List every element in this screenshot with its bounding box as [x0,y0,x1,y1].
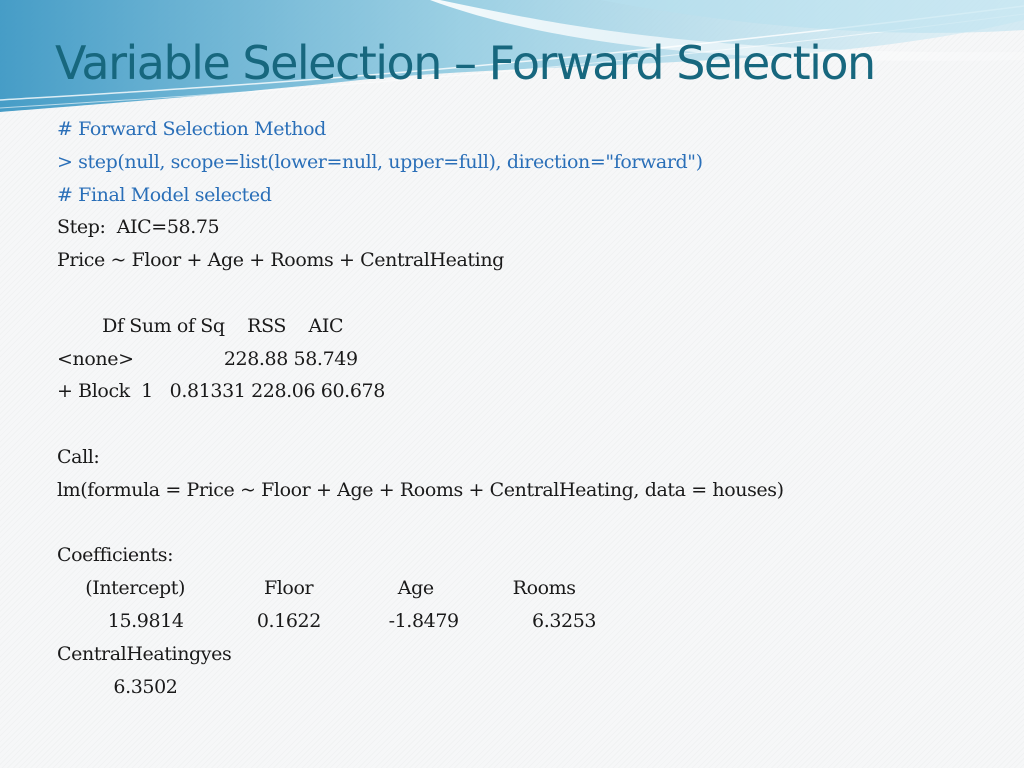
coefficients-header-row: (Intercept) Floor Age Rooms [57,577,576,600]
call-label: Call: [57,445,100,468]
command-step-call: > step(null, scope=list(lower=null, upper=full), direction="forward") [57,150,703,173]
call-formula: lm(formula = Price ~ Floor + Age + Rooms + CentralHeating, data = houses) [57,478,784,501]
anova-table-header: Df Sum of Sq RSS AIC [57,314,344,337]
slide-body [57,113,957,703]
coefficient-central-heating-label: CentralHeatingyes [57,642,232,665]
coefficient-central-heating-value: 6.3502 [57,675,178,698]
model-formula-line: Price ~ Floor + Age + Rooms + CentralHeating [57,249,504,272]
anova-table-row-block: + Block 1 0.81331 228.06 60.678 [57,380,385,403]
anova-table-row-none: <none> 228.88 58.749 [57,347,358,370]
coefficients-values-row: 15.9814 0.1622 -1.8479 6.3253 [57,609,597,632]
comment-final-model: # Final Model selected [57,183,272,206]
blank-line [57,507,957,540]
coefficients-label: Coefficients: [57,544,174,567]
blank-line [57,408,957,441]
blank-line [57,277,957,310]
step-aic-line: Step: AIC=58.75 [57,216,220,239]
comment-forward-selection: # Forward Selection Method [57,118,326,140]
slide-title: Variable Selection – Forward Selection [55,36,875,90]
